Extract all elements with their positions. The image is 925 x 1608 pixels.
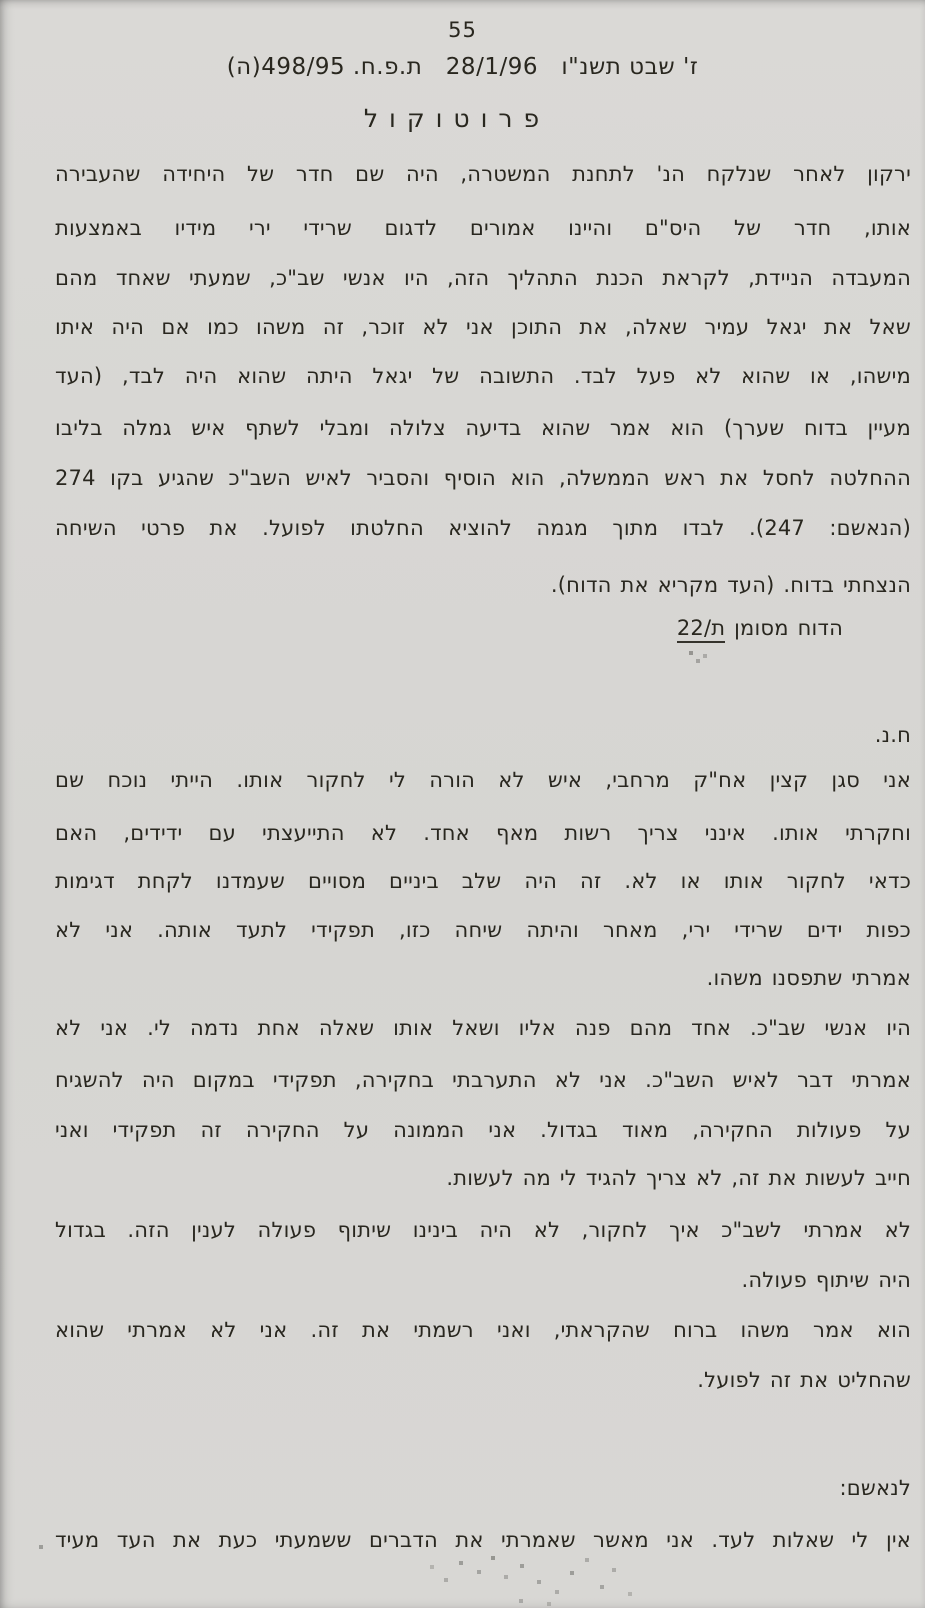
testimony-line: אותו, חדר של היס"ם והיינו אמורים לדגום שרידי ירי מידיו באמצעות — [55, 216, 911, 240]
testimony-text — [55, 0, 911, 1608]
testimony-line: אני סגן קצין אח"ק מרחבי, איש לא הורה לי לחקור אותו. הייתי נוכח שם — [55, 768, 911, 792]
testimony-line: אמרתי שתפסנו משהו. — [706, 966, 911, 990]
testimony-line: מעיין בדוח שערך) הוא אמר שהוא בדיעה צלולה ומבלי לשתף איש גמלה בליבו — [55, 416, 911, 440]
testimony-line: הנצחתי בדוח. (העד מקריא את הדוח). — [550, 573, 911, 597]
exhibit-prefix: הדוח מסומן — [725, 616, 843, 640]
scan-noise-speckles — [0, 0, 2, 2]
testimony-line: הוא אמר משהו ברוח שהקראתי, ואני רשמתי את זה. אני לא אמרתי שהוא — [55, 1318, 911, 1342]
section-to-defendant: לנאשם: — [839, 1476, 911, 1500]
testimony-line: שהחליט את זה לפועל. — [697, 1368, 911, 1392]
testimony-line: שאל את יגאל עמיר שאלה, את התוכן אני לא זוכר, זה משהו כמו אם היה איתו — [55, 315, 911, 339]
page-number: 55 — [448, 18, 477, 42]
testimony-line: היה שיתוף פעולה. — [741, 1268, 911, 1292]
testimony-line: היו אנשי שב"כ. אחד מהם פנה אליו ושאל אותו שאלה אחת נדמה לי. אני לא — [55, 1016, 911, 1040]
testimony-line: ההחלטה לחסל את ראש הממשלה, הוא הוסיף והסביר לאיש השב"כ שהגיע בקו 274 — [55, 466, 911, 490]
testimony-line: כפות ידים שרידי ירי, מאחר והיתה שיחה כזו, תפקידי לתעד אותה. אני לא — [55, 918, 911, 942]
testimony-line: וחקרתי אותו. אינני צריך רשות מאף אחד. לא התייעצתי עם ידידים, האם — [55, 821, 911, 845]
testimony-line: על פעולות החקירה, מאוד בגדול. אני הממונה על החקירה זה תפקידי ואני — [55, 1118, 911, 1142]
exhibit-marking-line — [55, 613, 843, 643]
section-cross-examination: ח.נ. — [874, 723, 911, 747]
testimony-line: אין לי שאלות לעד. אני מאשר שאמרתי את הדברים ששמעתי כעת את העד מעיד — [55, 1528, 911, 1552]
testimony-line: המעבדה הניידת, לקראת הכנת התהליך הזה, היו אנשי שב"כ, שמעתי שאחד מהם — [55, 266, 911, 290]
testimony-line: חייב לעשות את זה, לא צריך להגיד לי מה לעשות. — [446, 1166, 911, 1190]
doc-title: פרוטוקול — [363, 104, 551, 133]
testimony-line: לא אמרתי לשב"כ איך לחקור, לא היה בינינו שיתוף פעולה לענין הזה. בגדול — [55, 1218, 911, 1242]
testimony-line: ירקון לאחר שנלקח הנ' לתחנת המשטרה, היה שם חדר של היחידה שהעבירה — [55, 162, 911, 186]
testimony-line: (הנאשם: 247). לבדו מתוך מגמה להוציא החלטתו לפועל. את פרטי השיחה — [55, 516, 911, 540]
testimony-line: כדאי לחקור אותו או לא. זה היה שלב ביניים מסויים שעמדנו לקחת דגימות — [55, 869, 911, 893]
exhibit-tag: ת/22 — [677, 616, 725, 643]
testimony-line: אמרתי דבר לאיש השב"כ. אני לא התערבתי בחקירה, תפקידי במקום היה להשגיח — [55, 1068, 911, 1092]
testimony-line: מישהו, או שהוא לא פעל לבד. התשובה של יגאל היתה שהוא היה לבד, (העד — [55, 364, 911, 388]
case-header: ז' שבט תשנ"ו 28/1/96 ת.פ.ח. 498/95(ה) — [226, 54, 699, 80]
